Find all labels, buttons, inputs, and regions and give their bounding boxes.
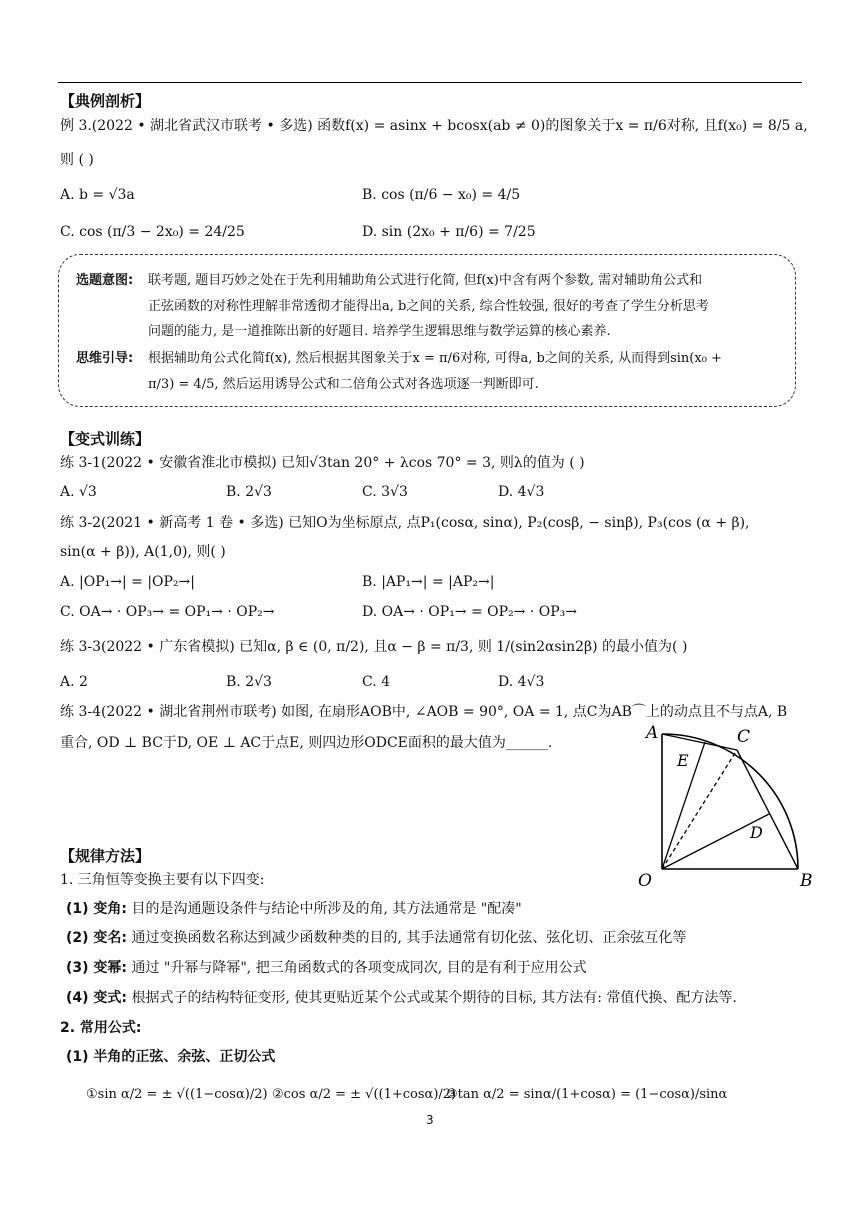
- note-intent-line3: 问题的能力, 是一道推陈出新的好题目. 培养学生逻辑思维与数学运算的核心素养.: [148, 324, 611, 339]
- method-bullet1: [66, 899, 522, 919]
- top-rule: [58, 82, 802, 83]
- method-bullet4: [66, 988, 737, 1008]
- exercise34-stem-line2: 重合, OD ⊥ BC于D, OE ⊥ AC于点E, 则四边形ODCE面积的最大值为______.: [60, 735, 553, 751]
- method-bullet3: [66, 958, 587, 978]
- exercise33-stem: 练 3-3(2022 • 广东省模拟) 已知α, β ∈ (0, π/2), 且α − β = π/3, 则 1/(sin2αsin2β) 的最小值为( ): [60, 639, 688, 655]
- example3-option-d: D. sin (2x₀ + π/6) = 7/25: [362, 224, 536, 240]
- exercise31-stem: 练 3-1(2022 • 安徽省淮北市模拟) 已知√3tan 20° + λcos 70° = 3, 则λ的值为 ( ): [60, 455, 585, 471]
- method-bullet2-label: (2) 变名:: [66, 930, 128, 946]
- exercise33-option-b: B. 2√3: [226, 674, 272, 690]
- example3-option-c: C. cos (π/3 − 2x₀) = 24/25: [60, 224, 245, 240]
- exercise33-option-d: D. 4√3: [498, 674, 545, 690]
- example3-stem: 例 3.(2022 • 湖北省武汉市联考 • 多选) 函数f(x) = asinx + bcosx(ab ≠ 0)的图象关于x = π/6对称, 且f(x₀) = 8/5 a,: [60, 118, 808, 134]
- exercise31-option-b: B. 2√3: [226, 484, 272, 500]
- exercise33-option-a: A. 2: [60, 674, 88, 690]
- note-intent-line2: 正弦函数的对称性理解非常透彻才能得出a, b之间的关系, 综合性较强, 很好的考查了学生分析思考: [148, 299, 709, 314]
- method-bullet2: [66, 928, 686, 948]
- section-typical-heading: 【典例剖析】: [60, 92, 151, 110]
- segment-cb: [737, 750, 798, 869]
- sector-figure: [630, 720, 820, 892]
- exercise32-option-c: C. OA→ · OP₃→ = OP₁→ · OP₂→: [60, 604, 275, 620]
- exercise32-option-b: B. |AP₁→| = |AP₂→|: [362, 574, 495, 590]
- example3-option-b: B. cos (π/6 − x₀) = 4/5: [362, 187, 521, 203]
- note-intent-line1: 联考题, 题目巧妙之处在于先利用辅助角公式进行化简, 但f(x)中含有两个参数, 需对辅助角公式和: [148, 273, 703, 288]
- method-item1: 1. 三角恒等变换主要有以下四变:: [60, 872, 265, 888]
- exercise32-stem-line2: sin(α + β)), A(1,0), 则( ): [60, 544, 226, 560]
- exercise31-option-c: C. 3√3: [362, 484, 408, 500]
- label-d: D: [750, 823, 763, 842]
- formula-half-sin: ①sin α/2 = ± √((1−cosα)/2): [86, 1087, 268, 1102]
- exercise32-option-d: D. OA→ · OP₁→ = OP₂→ · OP₃→: [362, 604, 577, 620]
- method-item2: 2. 常用公式:: [60, 1020, 142, 1036]
- page-number: 3: [426, 1113, 434, 1127]
- label-o: O: [638, 871, 652, 891]
- method-bullet3-text: 通过 "升幂与降幂", 把三角函数式的各项变成同次, 目的是有利于应用公式: [131, 960, 587, 976]
- label-c: C: [737, 727, 751, 747]
- method-bullet1-text: 目的是沟通题设条件与结论中所涉及的角, 其方法通常是 "配凑": [131, 901, 522, 917]
- section-method-heading: 【规律方法】: [60, 847, 151, 865]
- example3-option-a: A. b = √3a: [60, 187, 135, 203]
- formula-half-tan: ③tan α/2 = sinα/(1+cosα) = (1−cosα)/sinα: [446, 1087, 728, 1102]
- section-variant-heading: 【变式训练】: [60, 430, 151, 448]
- method-bullet1-label: (1) 变角:: [66, 901, 128, 917]
- method-bullet3-label: (3) 变幂:: [66, 960, 128, 976]
- exercise34-stem-line1: 练 3-4(2022 • 湖北省荆州市联考) 如图, 在扇形AOB中, ∠AOB = 90°, OA = 1, 点C为AB⌒上的动点且不与点A, B: [60, 704, 788, 720]
- formula-half-cos: ②cos α/2 = ± √((1+cosα)/2): [272, 1087, 457, 1102]
- method-sub1: (1) 半角的正弦、余弦、正切公式: [66, 1049, 276, 1065]
- exercise32-stem-line1: 练 3-2(2021 • 新高考 1 卷 • 多选) 已知O为坐标原点, 点P₁(cosα, sinα), P₂(cosβ, − sinβ), P₃(cos (α + β),: [60, 515, 750, 531]
- method-bullet4-label: (4) 变式:: [66, 990, 128, 1006]
- note-guide-line1: 根据辅助角公式化简f(x), 然后根据其图象关于x = π/6对称, 可得a, b之间的关系, 从而得到sin(x₀ +: [148, 351, 722, 366]
- exercise32-option-a: A. |OP₁→| = |OP₂→|: [60, 574, 195, 590]
- note-guide-line2: π/3) = 4/5, 然后运用诱导公式和二倍角公式对各选项逐一判断即可.: [148, 377, 539, 392]
- note-label-guide: 思维引导:: [76, 351, 134, 366]
- note-label-intent: 选题意图:: [76, 273, 134, 288]
- label-e: E: [677, 751, 689, 770]
- example3-stem-end: 则 ( ): [60, 152, 94, 168]
- method-bullet4-text: 根据式子的结构特征变形, 使其更贴近某个公式或某个期待的目标, 其方法有: 常值代换、配方法等.: [131, 990, 737, 1006]
- exercise31-option-a: A. √3: [60, 484, 97, 500]
- segment-oc-dashed: [662, 750, 737, 869]
- exercise33-option-c: C. 4: [362, 674, 391, 690]
- segment-ac: [662, 734, 737, 750]
- label-a: A: [646, 723, 659, 743]
- method-bullet2-text: 通过变换函数名称达到减少函数种类的目的, 其手法通常有切化弦、弦化切、正余弦互化等: [131, 930, 687, 946]
- label-b: B: [800, 871, 813, 891]
- exercise31-option-d: D. 4√3: [498, 484, 545, 500]
